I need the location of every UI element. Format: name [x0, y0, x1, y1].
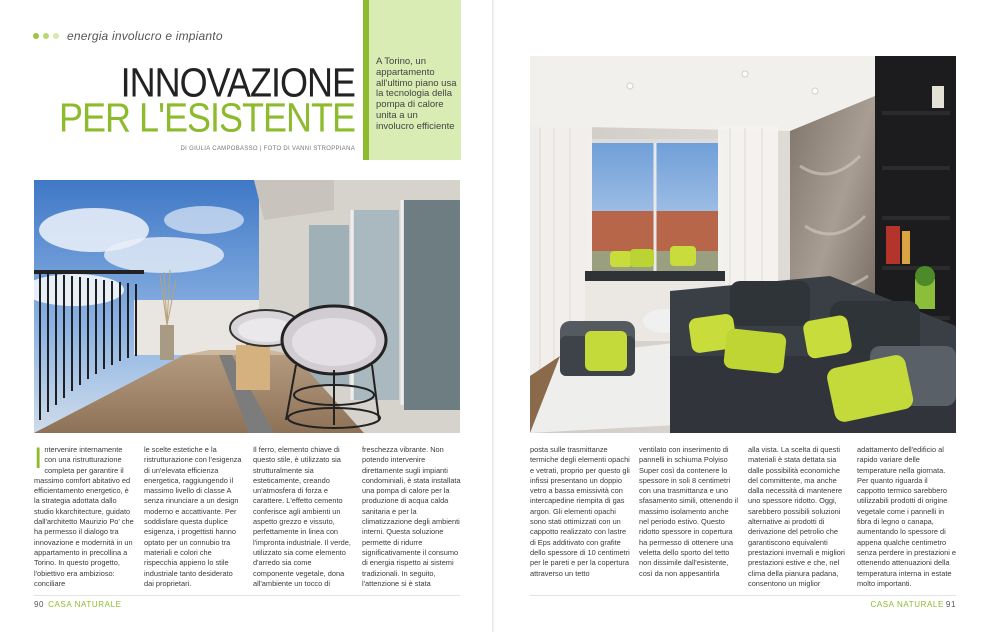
byline-credits: DI GIULIA CAMPOBASSO | FOTO DI VANNI STROPPIANA [180, 146, 355, 152]
text-column-6 [639, 445, 739, 593]
column-text: ntervenire internamente con una ristrutturazione completa per garantire il massimo comfort abitativo ed efficientamento energetico, è la strategia adottata dallo studio kkarchitecture, guidato dall'architetto Maurizio Po' che ha permesso il dialogo tra innovazione e modernità in un appartamento in precollina a Torino. In questo progetto, l'obiettivo era ambizioso: conciliare [34, 445, 134, 588]
page-number: 90 [34, 600, 45, 609]
living-room-illustration [530, 56, 956, 433]
text-column-8 [857, 445, 957, 593]
section-tag [33, 29, 223, 43]
column-text: freschezza vibrante. Non potendo intervenire direttamente sugli impianti condominiali, è stata installata una pompa di calore per la produzione di acqua calda sanitaria e per la climatizzazione degli ambienti interni. Questa soluzione permette di ridurre significativamente il consumo di energia rispetto ai sistemi tradizionali. In seguito, l'attenzione si è stata [362, 445, 461, 588]
footer-right [870, 600, 956, 609]
text-column-4 [362, 445, 462, 593]
column-text: Il ferro, elemento chiave di questo stile, è utilizzato sia strutturalmente sia esteticamente, creando un'atmosfera di forza e carattere. L'effetto cemento conferisce agli ambienti un aspetto grezzo e vissuto, perfettamente in linea con l'impronta industriale. Il verde, utilizzato sia come elemento d'arredo sia come componente vegetale, dona all'ambiente un tocco di [253, 445, 351, 588]
terrace-photo [34, 180, 460, 433]
page-number: 91 [945, 600, 956, 609]
text-column-5 [530, 445, 630, 593]
headline-line-2: PER L'ESISTENTE [59, 94, 355, 141]
drop-cap: I [34, 445, 43, 475]
text-column-7 [748, 445, 848, 593]
column-text: ventilato con inserimento di pannelli in schiuma Polyiso Super così da contenere lo spessore in soli 8 centimetri con una trasmittanza e uno sfasamento simili, ottenendo il massimo isolamento anche nel periodo estivo. Questo ridotto spessore in copertura ha permesso di ottenere una veletta dello sporto del tetto non dissimile dall'esistente, così da non appesantirla [639, 445, 739, 578]
text-column-3 [253, 445, 353, 593]
column-text: adattamento dell'edificio al rapido variare delle temperature nella giornata. Per quanto riguarda il cappotto termico sarebbero utilizzabili prodotti di origine vegetale come i pannelli in fibra di legno o canapa, aumentando lo spessore di appena qualche centimetro senza perdere in prestazioni e ottenendo attenuazioni della temperatura interna in estate molto importanti. [857, 445, 957, 588]
footer-rule [530, 595, 956, 596]
section-label: energia involucro e impianto [67, 29, 223, 43]
bullet-dot-icon [53, 33, 59, 39]
footer-rule [34, 595, 460, 596]
lead-text: A Torino, un appartamento all'ultimo piano usa la tecnologia della pompa di calore unita a un involucro efficiente [376, 56, 457, 132]
text-column-2 [144, 445, 244, 593]
right-page [495, 0, 990, 632]
magazine-name: CASA NATURALE [870, 600, 944, 609]
bullet-dot-icon [33, 33, 39, 39]
column-text: le scelte estetiche e la ristrutturazione con l'esigenza di un'elevata efficienza energetica, raggiungendo il massimo livello di classe A senza rinunciare a un design moderno e accattivante. Per soddisfare questa duplice esigenza, i progettisti hanno optato per un connubio tra materiali e colori che rispecchia appieno lo stile industriale tanto desiderato dai proprietari. [144, 445, 242, 588]
column-text: alla vista. La scelta di questi materiali è stata dettata sia dalle possibilità economiche del committente, ma anche dalla necessità di mantenere uno spessore ridotto. Oggi, sarebbero possibili soluzioni alternative ai prodotti di derivazione del petrolio che garantiscono equivalenti prestazioni invernali e migliori prestazioni estive e che, nel clima della pianura padana, consentono un miglior [748, 445, 845, 588]
bullet-dot-icon [43, 33, 49, 39]
magazine-name: CASA NATURALE [48, 600, 122, 609]
text-column-1 [34, 445, 134, 593]
headline-line-1: INNOVAZIONE [120, 59, 355, 106]
column-text: posta sulle trasmittanze termiche degli elementi opachi e vetrati, proprio per questo gli infissi presentano un doppio vetro a bassa emissività con intercapedine riempita di gas argon. Gli elementi opachi sono stati ottimizzati con un cappotto realizzato con lastre di Eps additivato con grafite dello spessore di 10 centimetri per le pareti e per la copertura attraverso un tetto [530, 445, 630, 578]
footer-left [34, 600, 122, 609]
living-room-photo [530, 56, 956, 433]
terrace-illustration [34, 180, 460, 433]
